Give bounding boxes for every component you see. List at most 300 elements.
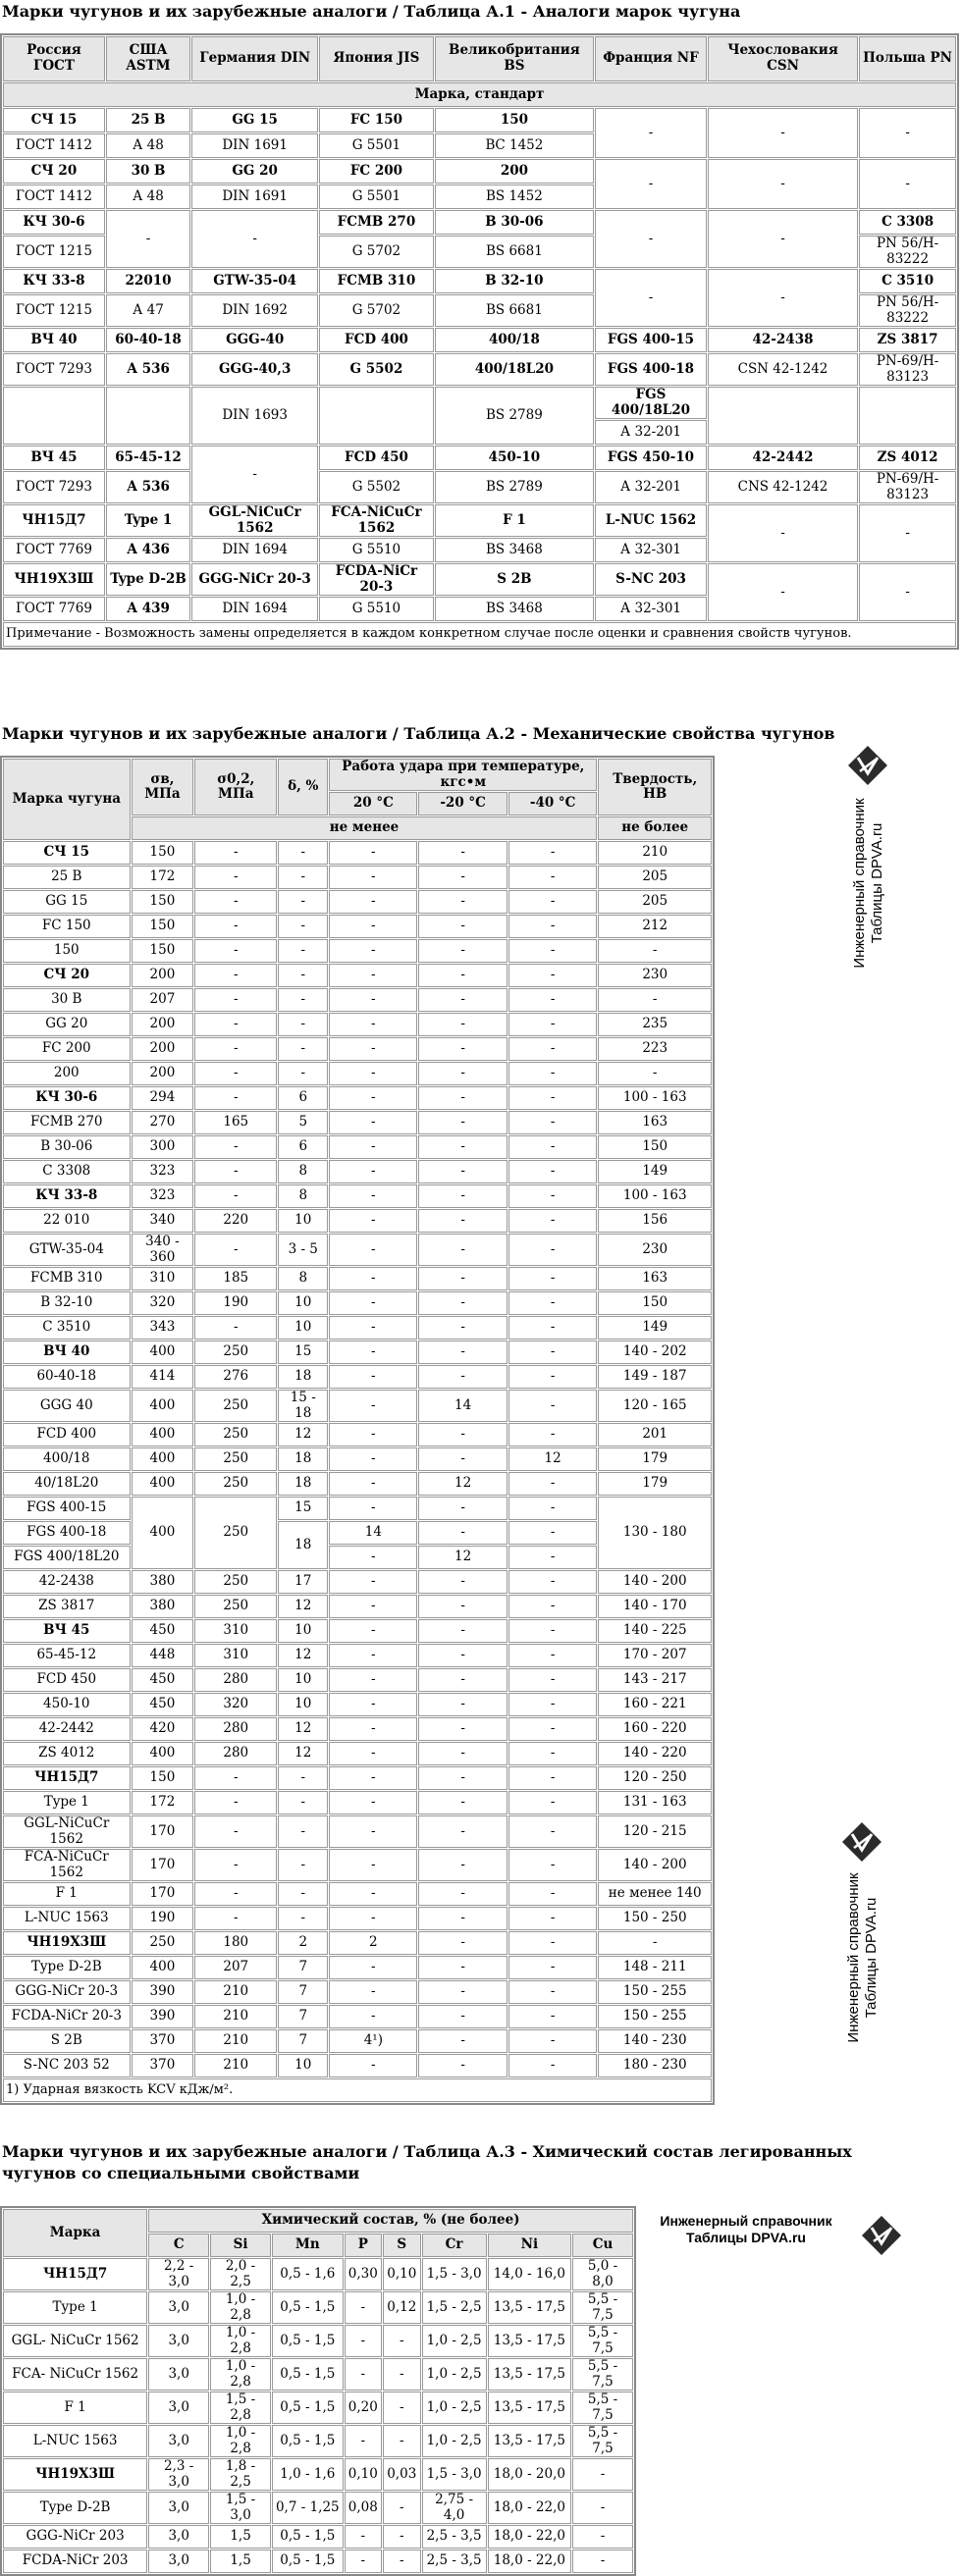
column-header: 20 °C (329, 792, 417, 815)
table-row (3, 890, 712, 914)
note-row (3, 2078, 712, 2102)
table-cell: 310 (194, 1644, 277, 1667)
table-cell: 205 (598, 890, 712, 914)
table-cell: 207 (194, 1956, 277, 1979)
table-cell (859, 387, 956, 445)
column-header: Россия ГОСТ (3, 36, 105, 81)
table-cell: 280 (194, 1717, 277, 1741)
table-row (3, 1184, 712, 1208)
table-cell: - (418, 1956, 507, 1979)
table-cell: 10 (278, 1619, 328, 1643)
table-cell: 3,0 (148, 2291, 209, 2324)
table-cell: CSN 42-1242 (708, 353, 858, 386)
table-cell: 12 (278, 1595, 328, 1618)
table-cell: - (418, 866, 507, 889)
table-cell: FCD 400 (3, 1423, 131, 1446)
table-cell: - (329, 1423, 417, 1446)
table-cell (3, 387, 105, 445)
table-cell: 165 (194, 1111, 277, 1134)
table-cell: 140 - 230 (598, 2029, 712, 2053)
table-cell: 10 (278, 1693, 328, 1716)
table-cell: - (194, 939, 277, 963)
table-cell: - (418, 1209, 507, 1233)
table-cell: - (329, 1341, 417, 1364)
table-cell: - (345, 2358, 382, 2391)
table-cell (106, 387, 190, 445)
table-cell: - (708, 159, 858, 209)
table-cell: 10 (278, 2054, 328, 2077)
table-cell: - (508, 1907, 598, 1930)
table-cell: ZS 4012 (859, 446, 956, 470)
table-cell: 320 (194, 1693, 277, 1716)
table-cell: 250 (194, 1570, 277, 1594)
column-header: Великобритания BS (435, 36, 594, 81)
table-row (3, 1160, 712, 1183)
table-cell: 140 - 200 (598, 1570, 712, 1594)
table-row (3, 1267, 712, 1290)
table-cell: - (418, 1849, 507, 1881)
table-a2-title: Марки чугунов и их зарубежные аналоги / Таблица А.2 - Механические свойства чугунов (2, 724, 835, 743)
table-cell: - (329, 2005, 417, 2028)
table-cell: - (418, 1086, 507, 1110)
table-cell: 120 - 215 (598, 1815, 712, 1848)
table-cell: FCA-NiCuCr 1562 (319, 504, 433, 537)
table-cell: 223 (598, 1037, 712, 1061)
table-cell: - (598, 988, 712, 1012)
table-cell: 250 (194, 1390, 277, 1422)
table-cell: - (329, 1184, 417, 1208)
table-cell: FCA-NiCuCr 1562 (3, 1849, 131, 1881)
table-cell: 0,5 - 1,5 (272, 2325, 344, 2357)
table-cell: 185 (194, 1267, 277, 1290)
table-cell: GGG-40 (191, 328, 318, 352)
table-cell: 13,5 - 17,5 (488, 2358, 571, 2391)
table-cell: ЧН15Д7 (3, 504, 105, 537)
table-cell: - (194, 988, 277, 1012)
table-cell: - (508, 1135, 598, 1159)
table-cell: - (418, 1316, 507, 1340)
table-cell: GGG-40,3 (191, 353, 318, 386)
table-cell: BS 3468 (435, 597, 594, 621)
table-cell: - (278, 1062, 328, 1085)
table-cell: 14 (418, 1390, 507, 1422)
table-cell: 5,5 - 7,5 (572, 2358, 633, 2391)
table-cell: - (418, 1291, 507, 1315)
table-cell: 60-40-18 (106, 328, 190, 352)
table-cell: ВЧ 45 (3, 1619, 131, 1643)
table-cell: 172 (132, 1791, 194, 1814)
table-cell: - (508, 1980, 598, 2004)
table-cell: - (572, 2492, 633, 2524)
table-cell: - (418, 841, 507, 865)
table-cell: - (329, 1472, 417, 1496)
table-cell: 30 В (3, 988, 131, 1012)
table-cell: - (418, 1668, 507, 1692)
table-cell: - (508, 866, 598, 889)
table-cell: 343 (132, 1316, 194, 1340)
table-cell: - (194, 915, 277, 938)
table-cell: - (595, 210, 707, 268)
table-cell: 40/18L20 (3, 1472, 131, 1496)
table-cell: 280 (194, 1668, 277, 1692)
table-cell: 250 (194, 1447, 277, 1471)
table-a1 (0, 33, 959, 650)
table-cell: 5,5 - 7,5 (572, 2291, 633, 2324)
table-cell: 130 - 180 (598, 1497, 712, 1569)
table-cell: 250 (194, 1595, 277, 1618)
table-row (3, 159, 956, 184)
table-row (3, 2392, 633, 2424)
table-cell: 250 (132, 1931, 194, 1955)
table-cell: DIN 1691 (191, 133, 318, 158)
table-cell: ЧН19Х3Ш (3, 1931, 131, 1955)
table-cell: G 5702 (319, 294, 433, 327)
table-cell: 230 (598, 1234, 712, 1266)
table-cell: - (859, 108, 956, 158)
table-cell: А 48 (106, 184, 190, 209)
column-header: Химический состав, % (не более) (148, 2209, 633, 2233)
table-cell: 149 - 187 (598, 1365, 712, 1389)
table-cell: 300 (132, 1135, 194, 1159)
column-header: P (345, 2234, 382, 2257)
table-cell: 4¹) (329, 2029, 417, 2053)
table-cell: - (708, 563, 858, 621)
table-cell: 190 (194, 1291, 277, 1315)
table-cell: 250 (194, 1341, 277, 1364)
table-row (3, 1644, 712, 1667)
table-cell: - (508, 1316, 598, 1340)
table-cell: 1,0 - 2,8 (210, 2358, 271, 2391)
table-cell: GGG-NiCr 20-3 (191, 563, 318, 596)
table-cell: 400 (132, 1742, 194, 1765)
column-header: -20 °C (418, 792, 507, 815)
table-cell: - (418, 1447, 507, 1471)
table-cell: S-NC 203 52 (3, 2054, 131, 2077)
table-cell: - (708, 108, 858, 158)
table-cell: 1,0 - 2,5 (422, 2392, 487, 2424)
table-cell (319, 387, 433, 445)
column-header: Япония JIS (319, 36, 433, 81)
table-cell: 1,5 - 2,5 (422, 2291, 487, 2324)
table-cell: 3,0 (148, 2392, 209, 2424)
table-cell: 150 (3, 939, 131, 963)
table-cell: - (329, 1693, 417, 1716)
table-cell: - (508, 915, 598, 938)
table-cell: FCD 450 (3, 1668, 131, 1692)
column-header: σ0,2, МПа (194, 759, 277, 815)
table-cell: 12 (418, 1472, 507, 1496)
table-cell: 18,0 - 22,0 (488, 2550, 571, 2573)
table-cell: F 1 (3, 2392, 147, 2424)
table-cell: 140 - 225 (598, 1619, 712, 1643)
table-cell: G 5502 (319, 471, 433, 503)
table-cell: - (508, 1644, 598, 1667)
table-cell: 180 (194, 1931, 277, 1955)
table-cell: - (508, 1521, 598, 1545)
table-cell: - (418, 1062, 507, 1085)
table-cell: 1,8 - 2,5 (210, 2458, 271, 2491)
table-cell: ВЧ 40 (3, 328, 105, 352)
table-cell: GG 20 (3, 1013, 131, 1036)
table-cell: - (329, 939, 417, 963)
table-cell: 0,12 (383, 2291, 420, 2324)
table-cell: Type 1 (3, 2291, 147, 2324)
table-cell: BS 6681 (435, 294, 594, 327)
table-cell: 12 (278, 1717, 328, 1741)
table-cell: 1,5 (210, 2550, 271, 2573)
table-cell: В 32-10 (435, 269, 594, 293)
table-cell: 370 (132, 2054, 194, 2077)
table-row (3, 1390, 712, 1422)
table-cell: 2 (329, 1931, 417, 1955)
table-cell: 18 (278, 1521, 328, 1569)
table-cell: КЧ 33-8 (3, 1184, 131, 1208)
table-cell: 0,30 (345, 2258, 382, 2290)
table-cell: FCA- NiCuCr 1562 (3, 2358, 147, 2391)
table-cell: - (383, 2392, 420, 2424)
table-cell: 190 (132, 1907, 194, 1930)
table-cell: - (508, 1267, 598, 1290)
table-cell: FGS 400/18L20 (595, 387, 707, 419)
column-header: Cu (572, 2234, 633, 2257)
table-cell: 400 (132, 1390, 194, 1422)
table-cell: - (508, 1619, 598, 1643)
table-cell: - (418, 1931, 507, 1955)
table-cell: 0,7 - 1,25 (272, 2492, 344, 2524)
table-cell: - (508, 1086, 598, 1110)
table-cell: - (418, 1521, 507, 1545)
table-cell: - (572, 2458, 633, 2491)
table-cell: 201 (598, 1423, 712, 1446)
table-cell: F 1 (435, 504, 594, 537)
table-row (3, 1037, 712, 1061)
table-cell: 0,08 (345, 2492, 382, 2524)
table-cell: КЧ 30-6 (3, 1086, 131, 1110)
table-cell: Type 1 (106, 504, 190, 537)
table-cell: 160 - 221 (598, 1693, 712, 1716)
table-cell: А 47 (106, 294, 190, 327)
table-cell: - (418, 1595, 507, 1618)
table-cell: GG 15 (191, 108, 318, 132)
table-cell: 450-10 (3, 1693, 131, 1716)
table-cell: L-NUC 1562 (595, 504, 707, 537)
table-cell: PN 56/H-83222 (859, 236, 956, 268)
table-row (3, 1423, 712, 1446)
table-a1-title: Марки чугунов и их зарубежные аналоги / Таблица А.1 - Аналоги марок чугуна (2, 2, 741, 21)
table-cell: - (278, 1882, 328, 1906)
table-cell: - (329, 1111, 417, 1134)
column-header: Твердость, НВ (598, 759, 712, 815)
column-header: δ, % (278, 759, 328, 815)
table-cell: ГОСТ 7293 (3, 471, 105, 503)
table-cell: КЧ 33-8 (3, 269, 105, 293)
table-cell: 380 (132, 1570, 194, 1594)
table-note: 1) Ударная вязкость KCV кДж/м². (3, 2078, 712, 2102)
table-cell: - (329, 1717, 417, 1741)
table-cell: 250 (194, 1497, 277, 1569)
table-cell: - (508, 1668, 598, 1692)
table-cell: 250 (194, 1472, 277, 1496)
table-cell: - (508, 1693, 598, 1716)
table-cell: 10 (278, 1668, 328, 1692)
table-cell: 180 - 230 (598, 2054, 712, 2077)
table-cell: - (508, 1423, 598, 1446)
table-cell: - (194, 841, 277, 865)
table-cell: А 536 (106, 471, 190, 503)
table-cell: 400 (132, 1472, 194, 1496)
table-cell (708, 387, 858, 445)
table-cell: 414 (132, 1365, 194, 1389)
table-cell: 18,0 - 22,0 (488, 2525, 571, 2549)
table-cell: А 32-301 (595, 538, 707, 562)
table-cell: - (508, 1234, 598, 1266)
table-cell: - (508, 1037, 598, 1061)
table-cell: С 3510 (859, 269, 956, 293)
table-cell: 270 (132, 1111, 194, 1134)
table-cell: - (859, 504, 956, 562)
column-header: Mn (272, 2234, 344, 2257)
table-cell: С 3510 (3, 1316, 131, 1340)
table-cell: - (508, 964, 598, 987)
table-row (3, 2054, 712, 2077)
table-cell: 42-2442 (708, 446, 858, 470)
table-cell: - (508, 1766, 598, 1790)
table-cell: 220 (194, 1209, 277, 1233)
table-cell: 200 (3, 1062, 131, 1085)
table-cell: - (508, 988, 598, 1012)
table-cell: 170 (132, 1882, 194, 1906)
table-cell: - (278, 866, 328, 889)
table-cell: 400 (132, 1423, 194, 1446)
column-header: Польша PN (859, 36, 956, 81)
table-cell: - (708, 269, 858, 327)
table-cell: DIN 1693 (191, 387, 318, 445)
column-header: Марка (3, 2209, 147, 2257)
table-cell: ВЧ 40 (3, 1341, 131, 1364)
table-cell: 5,5 - 7,5 (572, 2392, 633, 2424)
table-row (3, 1619, 712, 1643)
table-cell: 156 (598, 1209, 712, 1233)
table-cell: 1,5 - 3,0 (210, 2492, 271, 2524)
table-cell: GGG 40 (3, 1390, 131, 1422)
table-cell: - (345, 2291, 382, 2324)
table-cell: - (508, 1209, 598, 1233)
table-cell: 170 (132, 1849, 194, 1881)
table-cell: - (418, 1742, 507, 1765)
dpva-logo-icon (840, 1820, 883, 1867)
table-cell: - (418, 1184, 507, 1208)
table-cell: - (508, 2054, 598, 2077)
table-row (3, 1062, 712, 1085)
table-subheader-row (3, 82, 956, 107)
table-cell: DIN 1694 (191, 597, 318, 621)
dpva-logo-icon (846, 744, 889, 791)
dpva-logo-icon (860, 2214, 903, 2261)
table-header-row (3, 2209, 633, 2233)
table-cell: 5 (278, 1111, 328, 1134)
table-cell: 6 (278, 1135, 328, 1159)
table-cell: - (194, 1316, 277, 1340)
table-row (3, 1086, 712, 1110)
table-cell: - (418, 890, 507, 914)
table-cell: FCDA-NiCr 20-3 (319, 563, 433, 596)
table-cell: - (508, 1390, 598, 1422)
table-cell: - (572, 2550, 633, 2573)
table-cell: 14,0 - 16,0 (488, 2258, 571, 2290)
table-cell: - (508, 1111, 598, 1134)
table-cell: 1,0 - 2,8 (210, 2325, 271, 2357)
table-cell: FC 200 (3, 1037, 131, 1061)
table-cell: 448 (132, 1644, 194, 1667)
table-cell: 0,5 - 1,5 (272, 2358, 344, 2391)
table-cell: L-NUC 1563 (3, 1907, 131, 1930)
table-row (3, 939, 712, 963)
table-cell: 12 (278, 1423, 328, 1446)
table-row (3, 2325, 633, 2357)
table-cell: - (418, 915, 507, 938)
table-cell: 0,03 (383, 2458, 420, 2491)
table-cell: 323 (132, 1184, 194, 1208)
dpva-watermark-text: Инженерный справочник Таблицы DPVA.ru (845, 1872, 880, 2043)
table-cell: 7 (278, 1980, 328, 2004)
table-cell: PN-69/H-83123 (859, 353, 956, 386)
table-cell: 18 (278, 1472, 328, 1496)
table-cell: - (278, 915, 328, 938)
table-cell: 5,0 - 8,0 (572, 2258, 633, 2290)
table-cell: ЧН19Х3Ш (3, 563, 105, 596)
table-cell: ГОСТ 1412 (3, 133, 105, 158)
table-cell: - (278, 964, 328, 987)
table-cell: 235 (598, 1013, 712, 1036)
table-cell: - (508, 1931, 598, 1955)
table-cell: - (278, 841, 328, 865)
table-cell: BS 6681 (435, 236, 594, 268)
table-cell: 3,0 (148, 2550, 209, 2573)
table-row (3, 1472, 712, 1496)
table-cell: 205 (598, 866, 712, 889)
table-cell: ГОСТ 7769 (3, 597, 105, 621)
table-cell: - (418, 939, 507, 963)
table-cell: - (329, 1135, 417, 1159)
table-cell: - (278, 1907, 328, 1930)
table-cell: 10 (278, 1291, 328, 1315)
table-cell: 170 - 207 (598, 1644, 712, 1667)
table-cell: Type D-2B (3, 2492, 147, 2524)
table-row (3, 1497, 712, 1520)
table-cell: 210 (194, 2005, 277, 2028)
table-cell: 294 (132, 1086, 194, 1110)
table-row (3, 1849, 712, 1881)
table-cell: PN 56/H-83222 (859, 294, 956, 327)
table-cell: 390 (132, 2005, 194, 2028)
table-cell: 1,5 - 2,8 (210, 2392, 271, 2424)
table-cell: КЧ 30-6 (3, 210, 105, 235)
table-cell: - (598, 1062, 712, 1085)
table-header-row (3, 759, 712, 791)
table-row (3, 1447, 712, 1471)
table-cell: - (329, 1907, 417, 1930)
table-cell: - (508, 1062, 598, 1085)
table-cell: - (329, 1619, 417, 1643)
table-cell: FCMB 310 (3, 1267, 131, 1290)
table-cell: - (278, 939, 328, 963)
table-row (3, 210, 956, 235)
table-cell: BS 3468 (435, 538, 594, 562)
table-cell: 150 (132, 890, 194, 914)
table-note: Примечание - Возможность замены определяется в каждом конкретном случае после оценки и сравнения свойств чугунов. (3, 622, 956, 647)
table-cell: 0,10 (383, 2258, 420, 2290)
table-cell: - (278, 1766, 328, 1790)
